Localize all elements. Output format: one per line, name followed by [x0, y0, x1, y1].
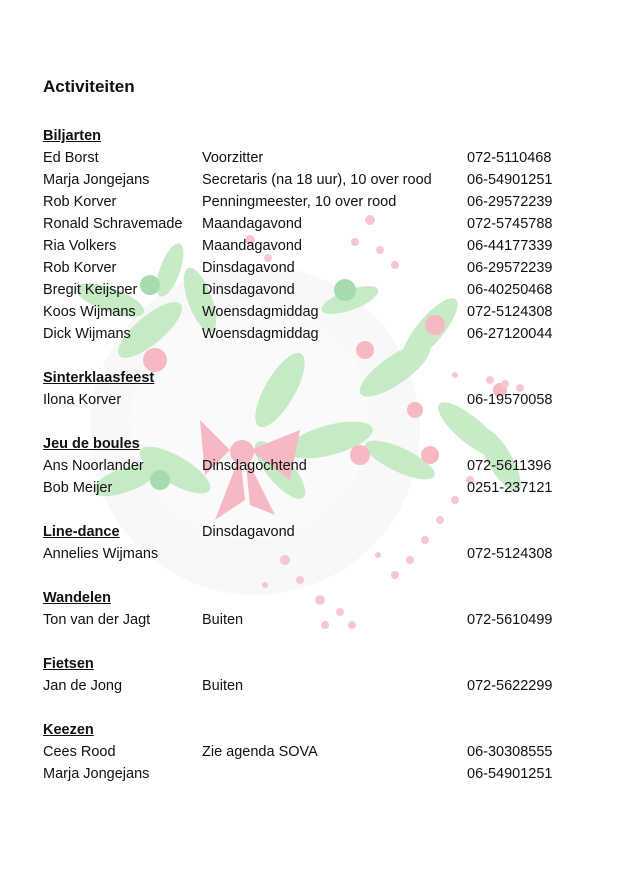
- contact-role: Penningmeester, 10 over rood: [202, 194, 397, 210]
- contact-row: [43, 763, 603, 785]
- contact-role: Dinsdagavond: [202, 260, 295, 276]
- contact-phone: 06-54901251: [467, 766, 553, 782]
- contact-phone: 06-54901251: [467, 172, 553, 188]
- contact-phone: 06-30308555: [467, 744, 553, 760]
- contact-phone: 072-5124308: [467, 304, 553, 320]
- contact-row: [43, 543, 603, 565]
- section-heading-jeu-de-boules: [43, 433, 603, 455]
- contact-name: Marja Jongejans: [43, 172, 150, 188]
- contact-phone: 06-29572239: [467, 194, 553, 210]
- section-heading-label: Fietsen: [43, 656, 94, 672]
- section-heading-label: Wandelen: [43, 590, 111, 606]
- contact-name: Bregit Keijsper: [43, 282, 138, 298]
- contact-role: Dinsdagochtend: [202, 458, 307, 474]
- section-heading-label: Biljarten: [43, 128, 102, 144]
- page-title: Activiteiten: [43, 77, 135, 96]
- section-heading-wandelen: [43, 587, 603, 609]
- section-heading-biljarten: [43, 125, 603, 147]
- section-heading-sinterklaasfeest: [43, 367, 603, 389]
- contact-phone: 06-29572239: [467, 260, 553, 276]
- section-heading-label: Jeu de boules: [43, 436, 140, 452]
- contact-name: Dick Wijmans: [43, 326, 131, 342]
- section-schedule: Dinsdagavond: [202, 524, 295, 540]
- contact-name: Ton van der Jagt: [43, 612, 151, 628]
- contact-row: [43, 609, 603, 631]
- contact-name: Rob Korver: [43, 260, 117, 276]
- contact-phone: 06-44177339: [467, 238, 553, 254]
- contact-row: [43, 741, 603, 763]
- contact-name: Annelies Wijmans: [43, 546, 159, 562]
- contact-name: Marja Jongejans: [43, 766, 150, 782]
- contact-role: Zie agenda SOVA: [202, 744, 318, 760]
- contact-phone: 072-5745788: [467, 216, 553, 232]
- contact-role: Buiten: [202, 612, 244, 628]
- contact-row: [43, 389, 603, 411]
- contact-role: Secretaris (na 18 uur), 10 over rood: [202, 172, 432, 188]
- contact-name: Ronald Schravemade: [43, 216, 183, 232]
- contact-name: Bob Meijer: [43, 480, 113, 496]
- contact-name: Cees Rood: [43, 744, 116, 760]
- contact-phone: 072-5110468: [467, 150, 552, 166]
- section-heading-keezen: [43, 719, 603, 741]
- contact-role: Maandagavond: [202, 238, 302, 254]
- contact-role: Woensdagmiddag: [202, 326, 319, 342]
- contact-name: Ria Volkers: [43, 238, 117, 254]
- contact-role: Woensdagmiddag: [202, 304, 319, 320]
- contact-name: Ans Noorlander: [43, 458, 144, 474]
- contact-row: [43, 257, 603, 279]
- section-heading-line-dance: [43, 521, 603, 543]
- contact-role: Voorzitter: [202, 150, 264, 166]
- contact-role: Dinsdagavond: [202, 282, 295, 298]
- contact-row: [43, 279, 603, 301]
- contact-phone: 072-5124308: [467, 546, 553, 562]
- contact-row: [43, 675, 603, 697]
- contact-row: [43, 147, 603, 169]
- contact-row: [43, 191, 603, 213]
- contact-row: [43, 235, 603, 257]
- contact-row: [43, 301, 603, 323]
- contact-phone: 072-5610499: [467, 612, 553, 628]
- contact-name: Ilona Korver: [43, 392, 122, 408]
- contact-row: [43, 477, 603, 499]
- section-heading-label: Keezen: [43, 722, 94, 738]
- contact-row: [43, 169, 603, 191]
- contact-row: [43, 323, 603, 345]
- contact-role: Maandagavond: [202, 216, 302, 232]
- contact-phone: 072-5611396: [467, 458, 552, 474]
- contact-name: Rob Korver: [43, 194, 117, 210]
- contact-phone: 06-27120044: [467, 326, 553, 342]
- contact-phone: 0251-237121: [467, 480, 553, 496]
- contact-name: Koos Wijmans: [43, 304, 136, 320]
- section-heading-fietsen: [43, 653, 603, 675]
- section-heading-label: Line-dance: [43, 524, 120, 540]
- contact-phone: 06-40250468: [467, 282, 553, 298]
- contact-phone: 06-19570058: [467, 392, 553, 408]
- contact-phone: 072-5622299: [467, 678, 553, 694]
- section-heading-label: Sinterklaasfeest: [43, 370, 155, 386]
- contact-role: Buiten: [202, 678, 244, 694]
- contact-name: Ed Borst: [43, 150, 99, 166]
- contact-name: Jan de Jong: [43, 678, 123, 694]
- contact-row: [43, 213, 603, 235]
- contact-row: [43, 455, 603, 477]
